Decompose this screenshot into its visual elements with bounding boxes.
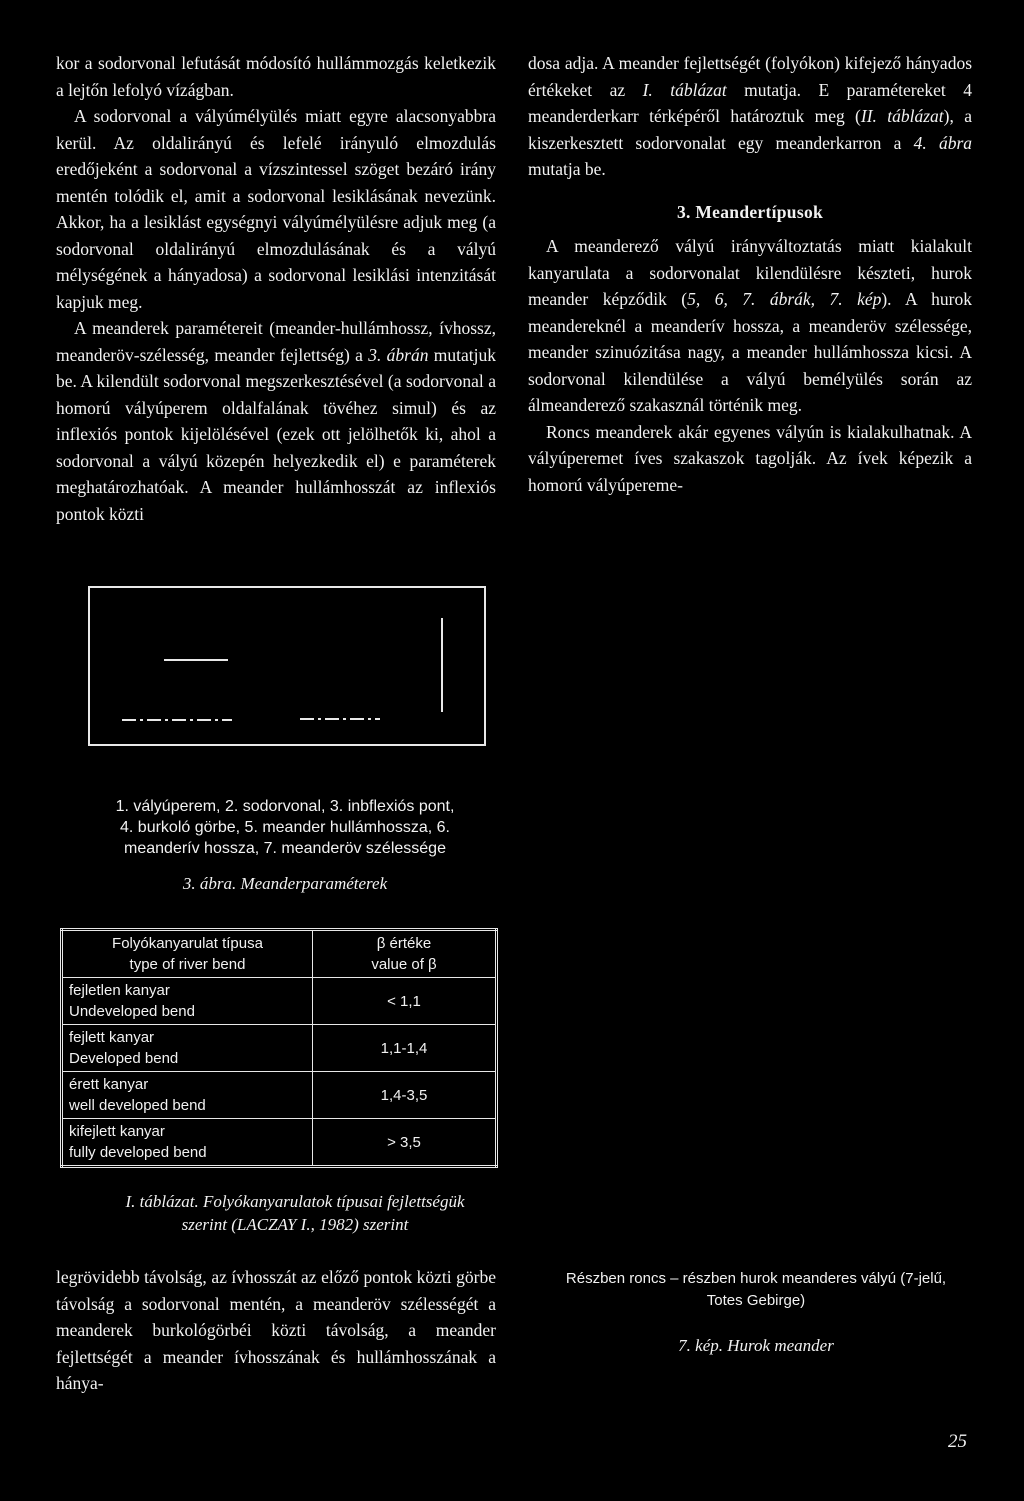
table-cell: kifejlett kanyar fully developed bend [62, 1119, 313, 1167]
table-cell: 1,1-1,4 [313, 1025, 497, 1072]
figure-meander-parameters [88, 586, 486, 746]
table-cell: < 1,1 [313, 978, 497, 1025]
bend-type-table [60, 928, 498, 1168]
table-row [62, 1119, 497, 1167]
table-cell: 1,4-3,5 [313, 1072, 497, 1119]
paragraph: kor a sodorvonal lefutását módosító hullámmozgás keletkezik a lejtőn lefolyó vízágban. [56, 53, 496, 100]
figure-diagram [90, 588, 484, 744]
photo-title: 7. kép. Hurok meander [678, 1336, 834, 1355]
right-text-column [528, 50, 972, 498]
table-header-row [62, 930, 497, 978]
table-reference: II. táblázat [860, 106, 944, 126]
figure-reference: 5, 6, 7. ábrák, 7. kép [687, 289, 882, 309]
table-row [62, 1025, 497, 1072]
table-reference: I. táblázat [642, 79, 727, 100]
left-text-column [56, 50, 496, 527]
paragraph: legrövidebb távolság, az ívhosszát az előző pontok közti görbe távolság a sodorvonal mentén, a meanderöv szélességét a meanderek burkológörbéi közti távolság, a meander fejlettségét a meander ívhosszának és hullámhosszának a hánya- [56, 1267, 496, 1393]
table-row [62, 1072, 497, 1119]
paragraph: A meanderező vályú irányváltoztatás miatt kialakult kanyarulata a sodorvonalat kilendülésre készteti, hurok meander képződik (5, 6, 7. ábrák, 7. kép). A hurok meandereknél a meanderív hossza, a meanderöv szélessége, meander szinuózitása nagy, a meander hullámhossza kicsi. A sodorvonal kilendülése a vályú bemélyülés során az álmeanderező szakasznál történik meg. [528, 236, 972, 415]
table-cell: érett kanyar well developed bend [62, 1072, 313, 1119]
table-caption: I. táblázat. Folyókanyarulatok típusai fejlettségük szerint (LACZAY I., 1982) szerint [125, 1192, 465, 1234]
table-cell: fejletlen kanyar Undeveloped bend [62, 978, 313, 1025]
paragraph: dosa adja. A meander fejlettségét (folyókon) kifejező hányados értékeket az I. táblázat mutatja. E paramétereket 4 meanderderkarr térképéről határoztuk meg (II. táblázat), a kiszerkesztett sodorvonalat egy meanderkarron a 4. ábra mutatja be. [528, 53, 972, 179]
paragraph: A meanderek paramétereit (meander-hullámhossz, ívhossz, meanderöv-szélesség, meander fejlettség) a 3. ábrán mutatjuk be. A kilendült sodorvonal megszerkesztésével (a sodorvonal a homorú vályúperem oldalfalának tövéhez simul) és az inflexiós pontok kijelölésével (ezek ott jelölhetők ki, ahol a sodorvonal a vályú közepén helyezkedik el) e paraméterek meghatározhatóak. A meander hullámhosszát az inflexiós pontok közti [56, 318, 496, 524]
figure-reference: 3. ábrán [368, 344, 429, 365]
table-cell: > 3,5 [313, 1119, 497, 1167]
figure-caption: 3. ábra. Meanderparaméterek [182, 874, 388, 893]
section-heading: 3. Meandertípusok [676, 201, 824, 222]
paragraph: Roncs meanderek akár egyenes vályún is kialakulhatnak. A vályúperemet íves szakaszok tagolják. Az ívek képezik a homorú vályúpereme- [528, 421, 972, 495]
table-cell: fejlett kanyar Developed bend [62, 1025, 313, 1072]
figure-legend: 1. vályúperem, 2. sodorvonal, 3. inbflexiós pont, 4. burkoló görbe, 5. meander hullámhossza, 6. meanderív hossza, 7. meanderöv szélessége [115, 798, 455, 857]
table-header-cell: Folyókanyarulat típusa type of river bend [62, 930, 313, 978]
photo-caption: Részben roncs – részben hurok meanderes vályú (7-jelű, Totes Gebirge) [565, 1270, 947, 1309]
figure-reference: 4. ábra [913, 132, 972, 153]
table-row [62, 978, 497, 1025]
table-header-cell: β értéke value of β [313, 930, 497, 978]
left-bottom-text [56, 1264, 496, 1397]
paragraph: A sodorvonal a vályúmélyülés miatt egyre alacsonyabbra kerül. Az oldalirányú és lefelé irányuló elmozdulás eredőjeként a sodorvonal a vízszintessel szöget bezáró irány mentén tolódik el, amit a sodorvonal lesiklásának nevezünk. Akkor, ha a lesiklást egységnyi vályúmélyülésre adjuk meg (a sodorvonal oldalirányú elmozdulásának és a vályú mélységének a hányadosa) a sodorvonal lesiklási intenzitását kapjuk meg. [56, 106, 496, 312]
page-number: 25 [948, 1431, 967, 1452]
